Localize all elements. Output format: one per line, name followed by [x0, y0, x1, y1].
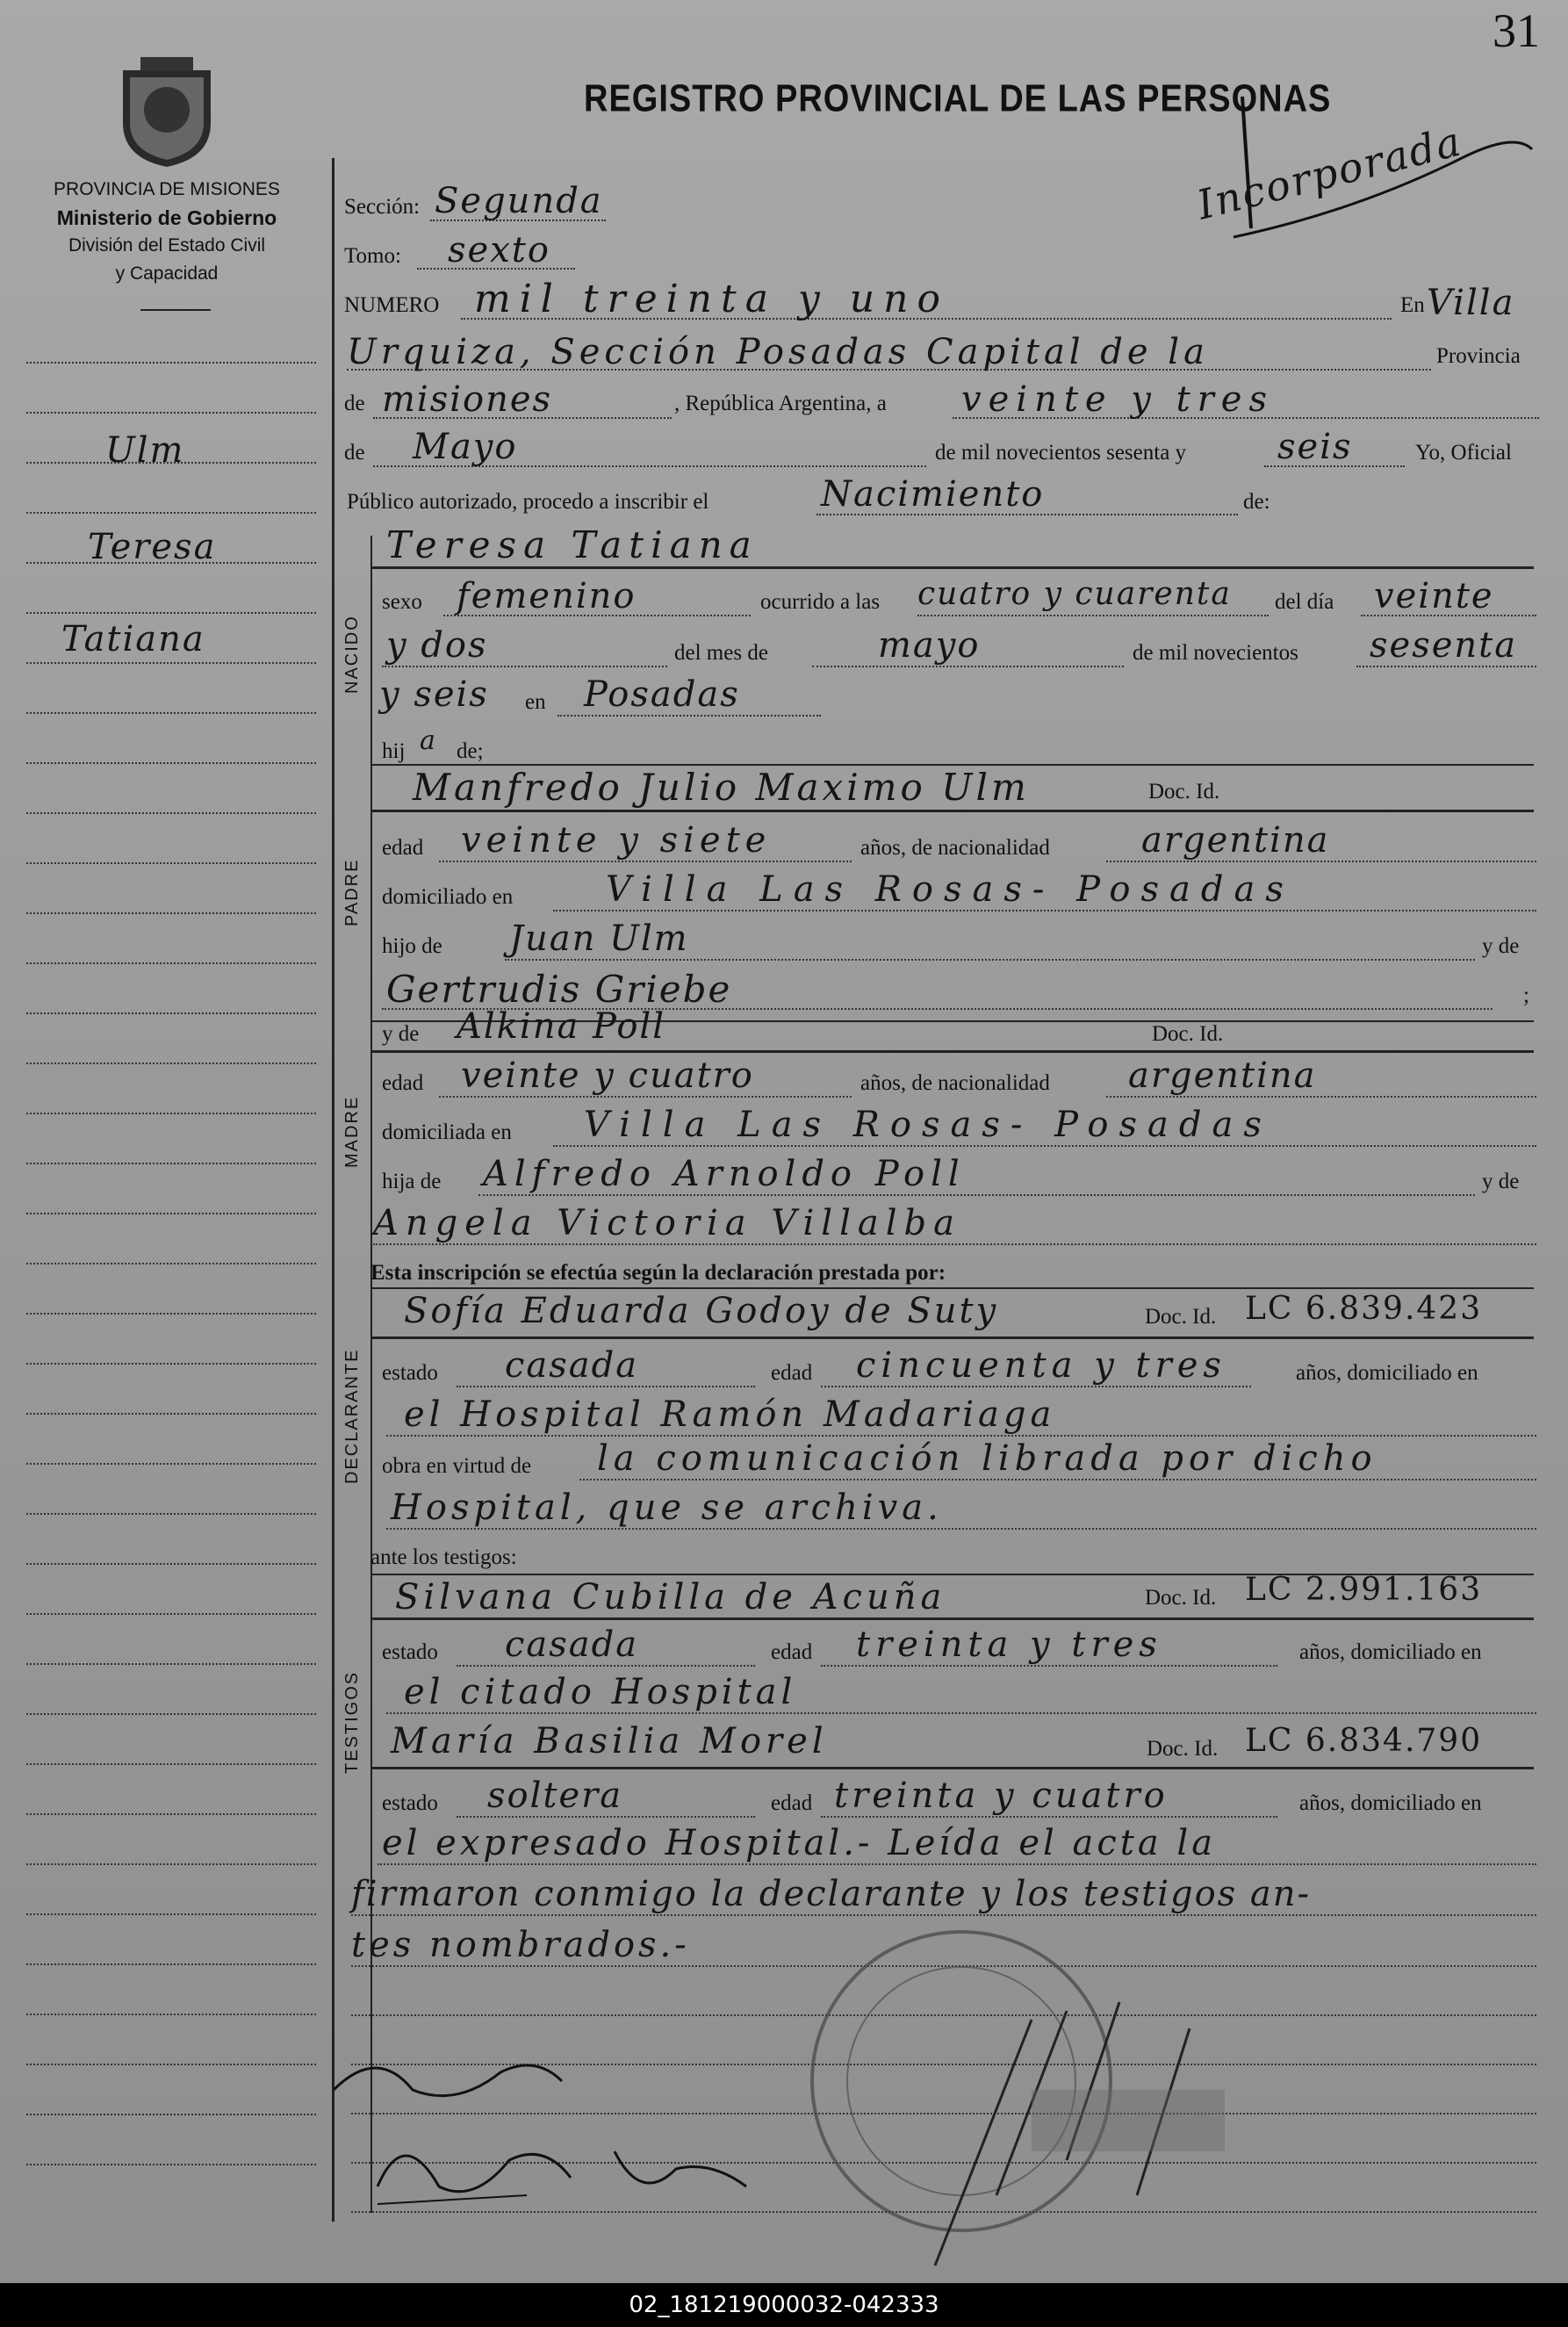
witness1-doc-label: Doc. Id. [1145, 1586, 1217, 1610]
witness1-name-value: Silvana Cubilla de Acuña [395, 1577, 946, 1617]
ante-label: ante los testigos: [370, 1545, 517, 1569]
en-lugar-label: en [525, 690, 546, 714]
birth-year2-value: y seis [379, 674, 489, 715]
margin-line [26, 1113, 316, 1114]
witness1-estado-label: estado [382, 1640, 438, 1664]
de-colon-label: de: [1243, 490, 1270, 514]
declarante-name-rule [370, 1336, 1534, 1339]
witness1-edad-label: edad [771, 1640, 813, 1664]
margin-line [26, 1813, 316, 1815]
birth-year-line [1356, 666, 1536, 667]
year-value: seis [1277, 427, 1353, 467]
ministry-label: Ministerio de Gobierno [56, 206, 277, 229]
sesenta-label: de mil novecientos sesenta y [935, 441, 1187, 465]
mother-mother-line [373, 1243, 1536, 1245]
margin-name2: Tatiana [61, 619, 205, 659]
father-hijo-label: hijo de [382, 934, 442, 958]
declarant-state-value: casada [505, 1345, 639, 1386]
witness2-name-value: María Basilia Morel [391, 1721, 828, 1761]
witness1-anos-label: años, domiciliado en [1299, 1640, 1482, 1664]
father-edad-label: edad [382, 836, 424, 860]
declarant-edad-label: edad [771, 1361, 813, 1385]
witness2-name-rule [370, 1767, 1534, 1769]
left-frame-line [332, 158, 334, 2222]
witness2-addr-value: el expresado Hospital.- Leída el acta la [382, 1823, 1217, 1863]
margin-line [26, 612, 316, 614]
witness1-age-line [821, 1665, 1277, 1667]
month-value: Mayo [413, 427, 518, 467]
witness2-edad-label: edad [771, 1791, 813, 1815]
witness2-age-line [821, 1816, 1277, 1818]
oficial-label: Yo, Oficial [1415, 441, 1512, 465]
margin-line [26, 962, 316, 964]
witness1-state-value: casada [505, 1625, 639, 1665]
section-madre: MADRE [342, 1095, 362, 1168]
seccion-label: Sección: [344, 195, 421, 219]
margin-line [26, 362, 316, 364]
provincia-label: Provincia [1436, 344, 1521, 368]
mother-doc-label: Doc. Id. [1152, 1022, 1224, 1046]
father-dom-label: domiciliado en [382, 885, 514, 909]
mother-addr-line [553, 1145, 1536, 1147]
father-mother-value: Gertrudis Griebe [386, 968, 732, 1011]
birth-month-value: mayo [878, 625, 981, 666]
father-father-line [505, 959, 1475, 961]
witness1-addr-value: el citado Hospital [404, 1672, 797, 1712]
capacity-label: y Capacidad [115, 263, 219, 284]
provincial-seal-icon [114, 53, 219, 171]
father-addr-value: Villa Las Rosas- Posadas [606, 869, 1294, 910]
margin-line [26, 662, 316, 664]
mother-mother-value: Angela Victoria Villalba [373, 1203, 961, 1243]
tomo-value: sexto [448, 230, 550, 270]
witness1-addr-line [386, 1712, 1536, 1714]
margin-line [26, 1763, 316, 1765]
witness2-estado-label: estado [382, 1791, 438, 1815]
witness2-doc-value: LC 6.834.790 [1245, 1723, 1483, 1759]
mother-nat-value: argentina [1128, 1055, 1317, 1096]
margin-line [26, 1613, 316, 1615]
mother-y-de-label-2: y de [1482, 1170, 1520, 1193]
numero-value: mil treinta y uno [474, 277, 949, 321]
father-y-de-label: y de [1482, 934, 1520, 958]
margin-surname: Ulm [105, 430, 185, 471]
father-doc-label: Doc. Id. [1148, 780, 1220, 803]
province-label: PROVINCIA DE MISIONES [54, 179, 280, 199]
hour-value: cuatro y cuarenta [917, 576, 1232, 612]
margin-line [26, 1913, 316, 1915]
day-value: veinte y tres [961, 379, 1274, 420]
margin-line [26, 1513, 316, 1515]
margin-line [26, 1863, 316, 1865]
margin-line [26, 1463, 316, 1465]
mother-age-value: veinte y cuatro [461, 1055, 754, 1096]
birth-month-line [812, 666, 1124, 667]
header-divider [140, 309, 211, 311]
place-line [347, 369, 1431, 371]
margin-line [26, 412, 316, 414]
seccion-value: Segunda [435, 181, 603, 221]
section-testigos: TESTIGOS [342, 1670, 362, 1774]
margin-line [26, 1563, 316, 1565]
declarant-state-line [457, 1386, 755, 1387]
declaracion-label: Esta inscripción se efectúa según la declaración prestada por: [370, 1261, 946, 1285]
hija-suffix-value: a [420, 725, 437, 756]
margin-line [26, 1012, 316, 1014]
margin-line [26, 1313, 316, 1315]
father-nac-label: años, de nacionalidad [860, 836, 1050, 860]
signatures [325, 2037, 816, 2213]
place-line-value: Urquiza, Sección Posadas Capital de la [347, 332, 1209, 372]
publico-label: Público autorizado, procedo a inscribir el [347, 490, 709, 514]
hija-label: hij [382, 739, 406, 763]
margin-line [26, 1963, 316, 1965]
section-padre: PADRE [342, 858, 362, 926]
birth-place-line [557, 715, 821, 717]
nacido-top-rule [370, 566, 1534, 569]
birth-place-value: Posadas [584, 674, 740, 715]
republica-label: , República Argentina, a [674, 392, 887, 415]
margin-name1: Teresa [88, 527, 217, 567]
father-nat-line [1106, 861, 1536, 862]
father-name-value: Manfredo Julio Maximo Ulm [413, 766, 1030, 809]
margin-line [26, 812, 316, 814]
witness2-anos-label: años, domiciliado en [1299, 1791, 1482, 1815]
closing1-value: firmaron conmigo la declarante y los testigos an- [351, 1874, 1312, 1914]
margin-line [26, 1063, 316, 1064]
margin-line [26, 712, 316, 714]
scan-id-footer: 02_181219000032-042333 [0, 2283, 1568, 2327]
mother-father-value: Alfredo Arnoldo Poll [483, 1154, 966, 1194]
margin-line [26, 762, 316, 764]
mother-addr-value: Villa Las Rosas- Posadas [584, 1105, 1272, 1145]
margin-line [26, 912, 316, 914]
margin-line [26, 1163, 316, 1164]
margin-line [26, 1213, 316, 1214]
father-age-line [439, 861, 852, 862]
birth-year-value: sesenta [1370, 625, 1518, 666]
declarant-age-value: cincuenta y tres [856, 1345, 1226, 1386]
birth-day-value: veinte [1374, 576, 1494, 616]
witness2-state-value: soltera [487, 1776, 623, 1816]
witness1-age-value: treinta y tres [856, 1625, 1162, 1665]
padre-top-rule [370, 810, 1534, 812]
father-semicolon: ; [1523, 983, 1529, 1007]
witness1-name-rule [370, 1617, 1534, 1620]
mother-name-value: Alkina Poll [457, 1006, 665, 1047]
declarant-doc-value: LC 6.839.423 [1245, 1291, 1483, 1327]
margin-line [26, 1263, 316, 1264]
province-value: misiones [382, 379, 553, 420]
en-value: Villa [1427, 283, 1515, 323]
del-dia-label: del día [1275, 590, 1334, 614]
birth-day2-line [382, 666, 667, 667]
de-label-1: de [344, 392, 365, 415]
mother-hija-label: hija de [382, 1170, 442, 1193]
witness1-doc-value: LC 2.991.163 [1245, 1572, 1483, 1608]
margin-line [26, 1663, 316, 1665]
page-title: REGISTRO PROVINCIAL DE LAS PERSONAS [584, 77, 1332, 121]
margin-line [26, 2064, 316, 2065]
witness1-state-line [457, 1665, 755, 1667]
witness2-state-line [457, 1816, 755, 1818]
section-declarante: DECLARANTE [342, 1348, 362, 1484]
declarant-addr-line [386, 1435, 1536, 1437]
declarant-estado-label: estado [382, 1361, 438, 1385]
declarant-obra2-line [386, 1528, 1536, 1530]
madre-top-rule [370, 1050, 1534, 1053]
father-age-value: veinte y siete [461, 820, 772, 861]
tomo-label: Tomo: [344, 244, 401, 268]
sexo-label: sexo [382, 590, 422, 614]
witness2-doc-label: Doc. Id. [1147, 1737, 1219, 1761]
section-nacido: NACIDO [342, 615, 362, 694]
official-stamp [803, 1826, 1260, 2283]
mother-age-line [439, 1096, 852, 1098]
mother-y-de-label: y de [382, 1022, 420, 1046]
mother-nac-label: años, de nacionalidad [860, 1071, 1050, 1095]
hour-line [917, 615, 1269, 616]
del-mes-label: del mes de [674, 641, 768, 665]
ocurrido-label: ocurrido a las [760, 590, 881, 614]
margin-line [26, 2164, 316, 2165]
declarant-obra-line [579, 1479, 1536, 1480]
header-block [9, 176, 325, 288]
margin-line [26, 1713, 316, 1715]
margin-line [26, 1413, 316, 1415]
margin-line [26, 862, 316, 864]
de-mil-label: de mil novecientos [1133, 641, 1298, 665]
mother-edad-label: edad [382, 1071, 424, 1095]
mother-father-line [478, 1194, 1475, 1196]
declarant-obra2-value: Hospital, que se archiva. [391, 1488, 943, 1528]
declarant-doc-label: Doc. Id. [1145, 1305, 1217, 1329]
father-father-value: Juan Ulm [509, 919, 689, 959]
declarant-obra-label: obra en virtud de [382, 1454, 532, 1478]
division-label: División del Estado Civil [68, 235, 266, 256]
witness2-age-value: treinta y cuatro [834, 1776, 1169, 1816]
en-label: En [1400, 293, 1425, 317]
child-name-value: Teresa Tatiana [386, 523, 759, 566]
act-value: Nacimiento [821, 474, 1045, 515]
de-semicolon-label: de; [457, 739, 484, 763]
father-nat-value: argentina [1141, 820, 1330, 861]
birth-day2-value: y dos [386, 625, 488, 666]
father-addr-line [553, 910, 1536, 911]
mother-dom-label: domiciliada en [382, 1120, 512, 1144]
de-label-2: de [344, 441, 365, 465]
margin-line [26, 2014, 316, 2015]
numero-label: NUMERO [344, 293, 440, 317]
mother-nat-line [1106, 1096, 1536, 1098]
closing2-value: tes nombrados.- [351, 1925, 690, 1965]
margin-line [26, 2114, 316, 2115]
top-annotation-text: Incorporada [1192, 117, 1467, 229]
declarant-age-line [821, 1386, 1251, 1387]
declarant-name-value: Sofía Eduarda Godoy de Suty [404, 1291, 999, 1331]
margin-line [26, 512, 316, 514]
declarante-top-rule [370, 1287, 1534, 1289]
declarant-addr-value: el Hospital Ramón Madariaga [404, 1394, 1056, 1435]
margin-line [26, 1363, 316, 1365]
declarant-anos-label: años, domiciliado en [1296, 1361, 1478, 1385]
page-number: 31 [1492, 4, 1540, 57]
declarant-obra-value: la comunicación librada por dicho [597, 1438, 1377, 1479]
sexo-value: femenino [457, 576, 637, 616]
